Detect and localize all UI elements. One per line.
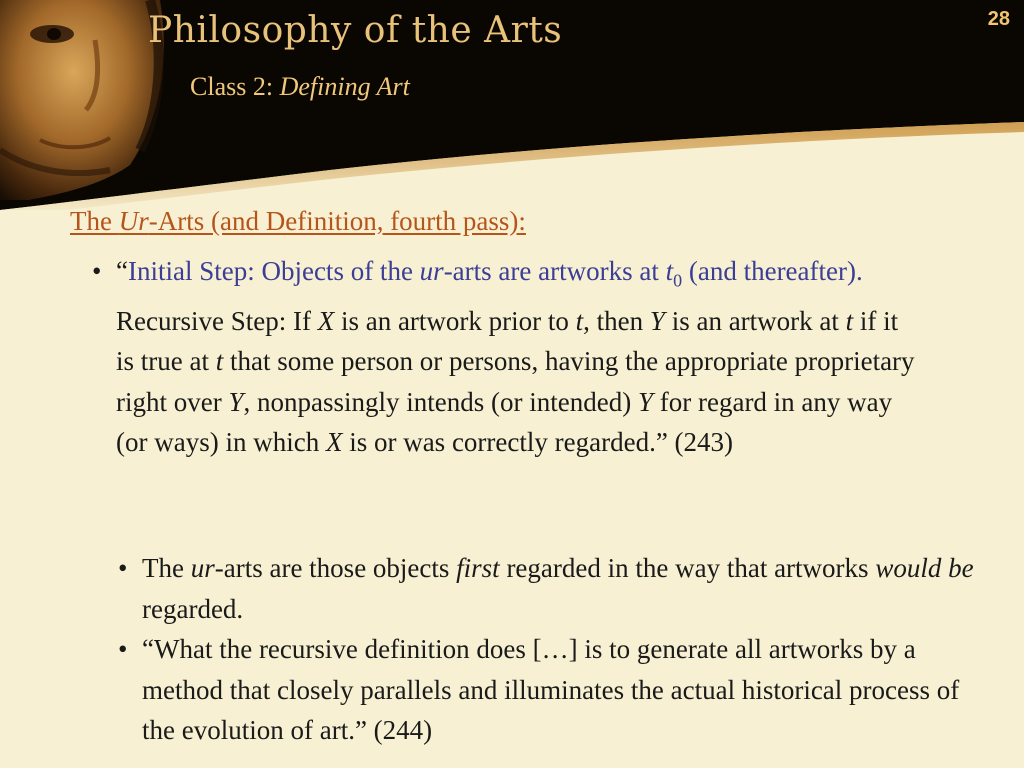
heading-ur: Ur — [118, 206, 149, 236]
heading-text-rest: -Arts (and Definition, fourth pass): — [148, 206, 526, 236]
initial-step: Initial Step: Objects of the ur-arts are artworks at $t_0$ (and thereafter). — [127, 256, 863, 291]
list-item-text: “What the recursive definition does […] is to generate all artworks by a method that closely parallels and illuminates the actual historical process of the evolution of art.” (244) — [142, 634, 960, 745]
class-prefix: Class 2: — [190, 72, 280, 101]
class-topic: Defining Art — [279, 72, 410, 101]
definition-quote — [116, 251, 922, 463]
bullet-marker: • — [118, 634, 128, 664]
section-heading — [70, 206, 526, 237]
slide-header — [0, 0, 1024, 210]
recursive-step: Recursive Step: If X is an artwork prior to t, then Y is an artwork at t if it is true at t that some person or persons, having the appropriate proprietary right over Y, nonpassingly intends (or intended) Y for regard in any way (or ways) in which X is or was correctly regarded.” (243) — [116, 305, 915, 458]
bullet-marker: • — [92, 256, 102, 286]
definition-bullet — [92, 251, 922, 463]
deck-title: Philosophy of the Arts — [148, 10, 563, 51]
list-item-text: The ur-arts are those objects first regarded in the way that artworks would be regarded. — [142, 553, 974, 624]
list-item — [118, 548, 978, 629]
bullet-marker: • — [118, 553, 128, 583]
class-subtitle — [190, 72, 410, 102]
list-item — [118, 629, 978, 751]
heading-text: The — [70, 206, 119, 236]
slide-number: 28 — [987, 8, 1010, 30]
open-quote: “ — [116, 256, 128, 286]
sub-bullet-list — [118, 548, 978, 751]
